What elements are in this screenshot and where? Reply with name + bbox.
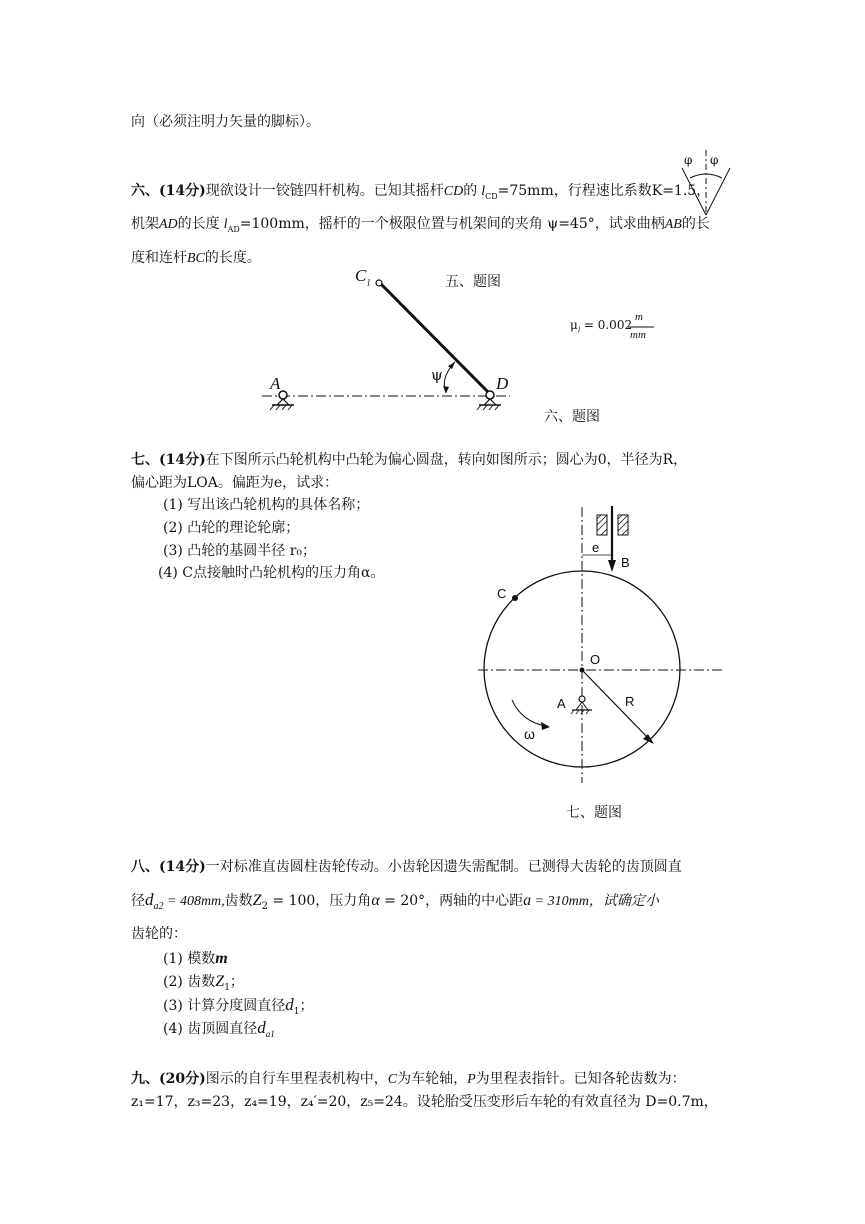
fig5-phi-left: φ: [684, 153, 693, 167]
fig5-caption: 五、题图: [445, 274, 501, 290]
q6-text: 度和连杆: [131, 250, 187, 266]
q6-number: 六、(14分): [131, 183, 206, 199]
top-line: 向（必须注明力矢量的脚标）。: [131, 114, 320, 130]
q6-text: =75mm，行程速比系数: [497, 183, 652, 199]
q9-text: 为里程表指针。已知各轮齿数为：: [475, 1071, 686, 1087]
q8-value: = 408mm,: [163, 894, 225, 909]
fig6-caption: 六、题图: [544, 409, 600, 425]
q7-line2: 偏心距为LOA。偏距为e，试求：: [131, 475, 339, 491]
q6-text: 的长度。: [204, 250, 261, 266]
fig7-label-e: e: [592, 540, 600, 555]
q8-item-1: (1) 模数m: [163, 950, 228, 967]
fig7-diagram: [478, 506, 725, 783]
fig7-label-c: C: [497, 586, 507, 601]
q8-item-2: (2) 齿数$Z_1$；: [163, 973, 244, 993]
q8-line2: [131, 891, 659, 916]
fig6-diagram: [262, 280, 654, 410]
fig6-label-d: D: [496, 374, 509, 393]
q7-item-2: (2) 凸轮的理论轮廓；: [163, 520, 300, 536]
q8-sub-a2: a2: [153, 900, 164, 912]
fig7-point-c: [512, 595, 518, 601]
q9-text: 图示的自行车里程表机构中，: [205, 1071, 388, 1087]
q7-number: 七、(14分): [131, 452, 206, 468]
q8-text: 一对标准直齿圆柱齿轮传动。小齿轮因遗失需配制。已测得大齿轮的齿顶圆直: [205, 859, 682, 875]
q9-line2: z₁=17，z₃=23，z₄=19，z₄′=20，z₅=24。设轮胎受压变形后车轮的有效直径为 D=0.7m，: [131, 1094, 718, 1110]
q6-sub-ad: AD: [227, 224, 240, 234]
q9-var-p: P: [467, 1072, 476, 1087]
q9-var-c: C: [387, 1072, 398, 1087]
q8-sub-2: 2: [261, 900, 268, 912]
q8-number: 八、(14分): [131, 859, 206, 875]
q6-var-bc: BC: [187, 251, 205, 266]
fig7-caption: 七、题图: [566, 805, 622, 821]
fig6-label-psi: ψ: [431, 366, 443, 384]
q8-text: = 310mm，试确定小: [531, 894, 659, 909]
q7-item-3: (3) 凸轮的基圆半径 r₀；: [163, 543, 317, 559]
fig7-label-o: O: [590, 652, 601, 667]
q7-line1: [131, 451, 687, 469]
q8-var-a: a: [523, 892, 532, 909]
q6-k: K=1.5，: [651, 183, 711, 199]
q8-text: 齿数: [224, 893, 253, 909]
q6-var-ab: AB: [664, 217, 682, 232]
fig7-radius: [582, 670, 650, 740]
q6-sub-cd: CD: [485, 191, 498, 201]
q8-var-d: d: [145, 890, 154, 909]
fig6-scale: $\mu_l = 0.002$: [570, 318, 633, 335]
fig7-label-b: B: [621, 555, 630, 570]
q8-text: 径: [131, 893, 145, 909]
q9-number: 九、(20分): [131, 1071, 206, 1087]
q6-text: 现欲设计一铰链四杆机构。已知其摇杆: [205, 183, 444, 199]
q7-item-1: (1) 写出该凸轮机构的具体名称；: [163, 497, 370, 513]
q6-var-l: l: [223, 217, 228, 232]
q6-var-l: l: [481, 184, 486, 199]
fig6-scale-num: m: [635, 311, 643, 323]
fig6-label-c1: $C_1$: [355, 266, 371, 288]
q8-text: = 100，压力角: [267, 893, 372, 909]
fig6-label-a: A: [270, 374, 281, 393]
q6-text: 的长度: [177, 216, 220, 232]
q8-line1: [131, 858, 682, 876]
fig5-phi-right: φ: [710, 153, 719, 167]
q6-text: 的: [463, 183, 478, 199]
q8-item-3: (3) 计算分度圆直径$d_1$；: [163, 995, 314, 1017]
fig7-label-omega: ω: [524, 726, 535, 742]
q7-text: 在下图所示凸轮机构中凸轮为偏心圆盘，转向如图所示；圆心为0，半径为R，: [205, 452, 688, 468]
q8-var-z: Z: [252, 892, 262, 909]
q7-item-4: (4) C点接触时凸轮机构的压力角α。: [158, 565, 385, 581]
q8-item-4: (4) 齿顶圆直径$d_{a1}$: [163, 1018, 275, 1039]
q9-text: 为车轮轴，: [397, 1071, 468, 1087]
q8-var-alpha: α: [371, 892, 380, 909]
fig7-label-a: A: [557, 696, 566, 711]
q6-text: 机架: [131, 216, 159, 232]
q8-text: = 20°，两轴的中心距: [379, 893, 524, 909]
fig7-omega-arrow: [512, 700, 546, 726]
q6-var-cd: CD: [443, 184, 464, 199]
q6-text: =100mm，摇杆的一个极限位置与机架间的夹角 ψ=45°，试求曲柄: [239, 216, 665, 232]
fig7-label-r: R: [625, 694, 635, 709]
q6-var-ad: AD: [159, 217, 178, 232]
q6-text: 的长: [681, 216, 710, 232]
fig6-scale-den: mm: [630, 329, 646, 341]
q8-line3: 齿轮的：: [131, 926, 187, 942]
q9-line1: [131, 1070, 686, 1089]
fig6-joint-c1: [376, 280, 382, 286]
